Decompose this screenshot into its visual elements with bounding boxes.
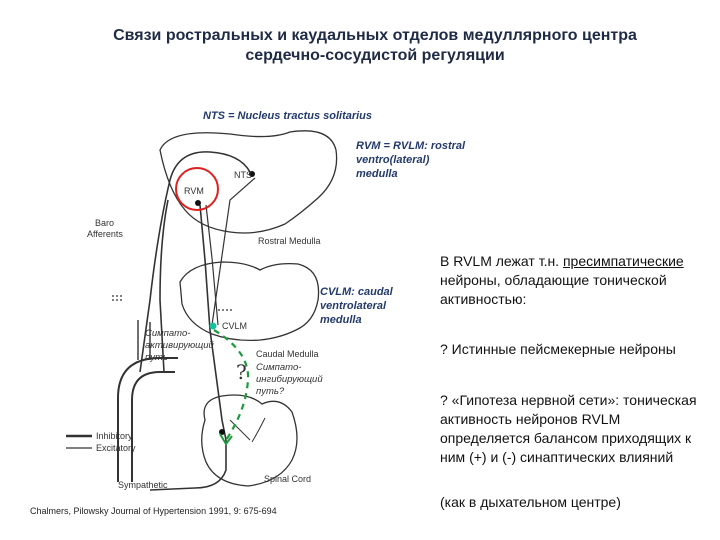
respiratory-center-note: (как в дыхательном центре) [440,494,621,510]
rvlm-text-end: нейроны, обладающие тонической активностью: [440,272,667,307]
rvm-definition: RVM = RVLM: rostral ventro(lateral) medulla [356,140,466,180]
sketch-label-nts: NTS [234,170,252,180]
sympathoinhibitory-dashed-path [214,330,248,440]
cvlm-definition: CVLM: caudal ventrolateral medulla [320,286,393,326]
question-mark-label: ? [236,360,247,384]
rvlm-text-start: В RVLM лежат т.н. [440,253,563,269]
sketch-label-caudal-medulla: Caudal Medulla [256,349,319,359]
citation: Chalmers, Pilowsky Journal of Hypertension 1991, 9: 675-694 [30,506,277,516]
aortic-arch [132,372,175,482]
rvlm-paragraph [440,252,710,309]
legend-excitatory-label: Excitatory [96,443,136,453]
nts-definition: NTS = Nucleus tractus solitarius [203,110,373,122]
network-hypothesis-paragraph: ? «Гипотеза нервной сети»: тоническая активность нейронов RVLM определяется балансом приходящих к ним (+) и (-) синаптических влияний [440,392,697,465]
rostral-medulla-outline [160,131,337,233]
sketch-label-afferents: Afferents [87,229,123,239]
rvm-neuron-dot [195,200,201,206]
spinal-cord-outline [202,395,297,486]
sympathoinhibiting-path-label: Симпато-ингибирующий путь? [256,362,323,397]
legend-inhibitory-label: Inhibitory [96,431,133,441]
title-line-1: Связи ростральных и каудальных отделов медуллярного центра [113,27,637,44]
presympathetic-term: пресимпатические [562,253,684,269]
sketch-label-baro: Baro [95,218,115,228]
sketch-label-rostral-medulla: Rostral Medulla [258,236,321,246]
sketch-label-cvlm: CVLM [222,321,248,331]
sympathoactivating-path-label: Симпато-активирующий путь [145,328,214,363]
title-line-2: сердечно-сосудистой регуляции [245,47,505,64]
pacemaker-paragraph: ? Истинные пейсмекерные нейроны [440,341,676,357]
sketch-label-rvm: RVM [184,186,204,196]
sketch-label-sympathetic: Sympathetic [118,480,168,490]
sketch-label-spinal-cord: Spinal Cord [264,474,312,484]
